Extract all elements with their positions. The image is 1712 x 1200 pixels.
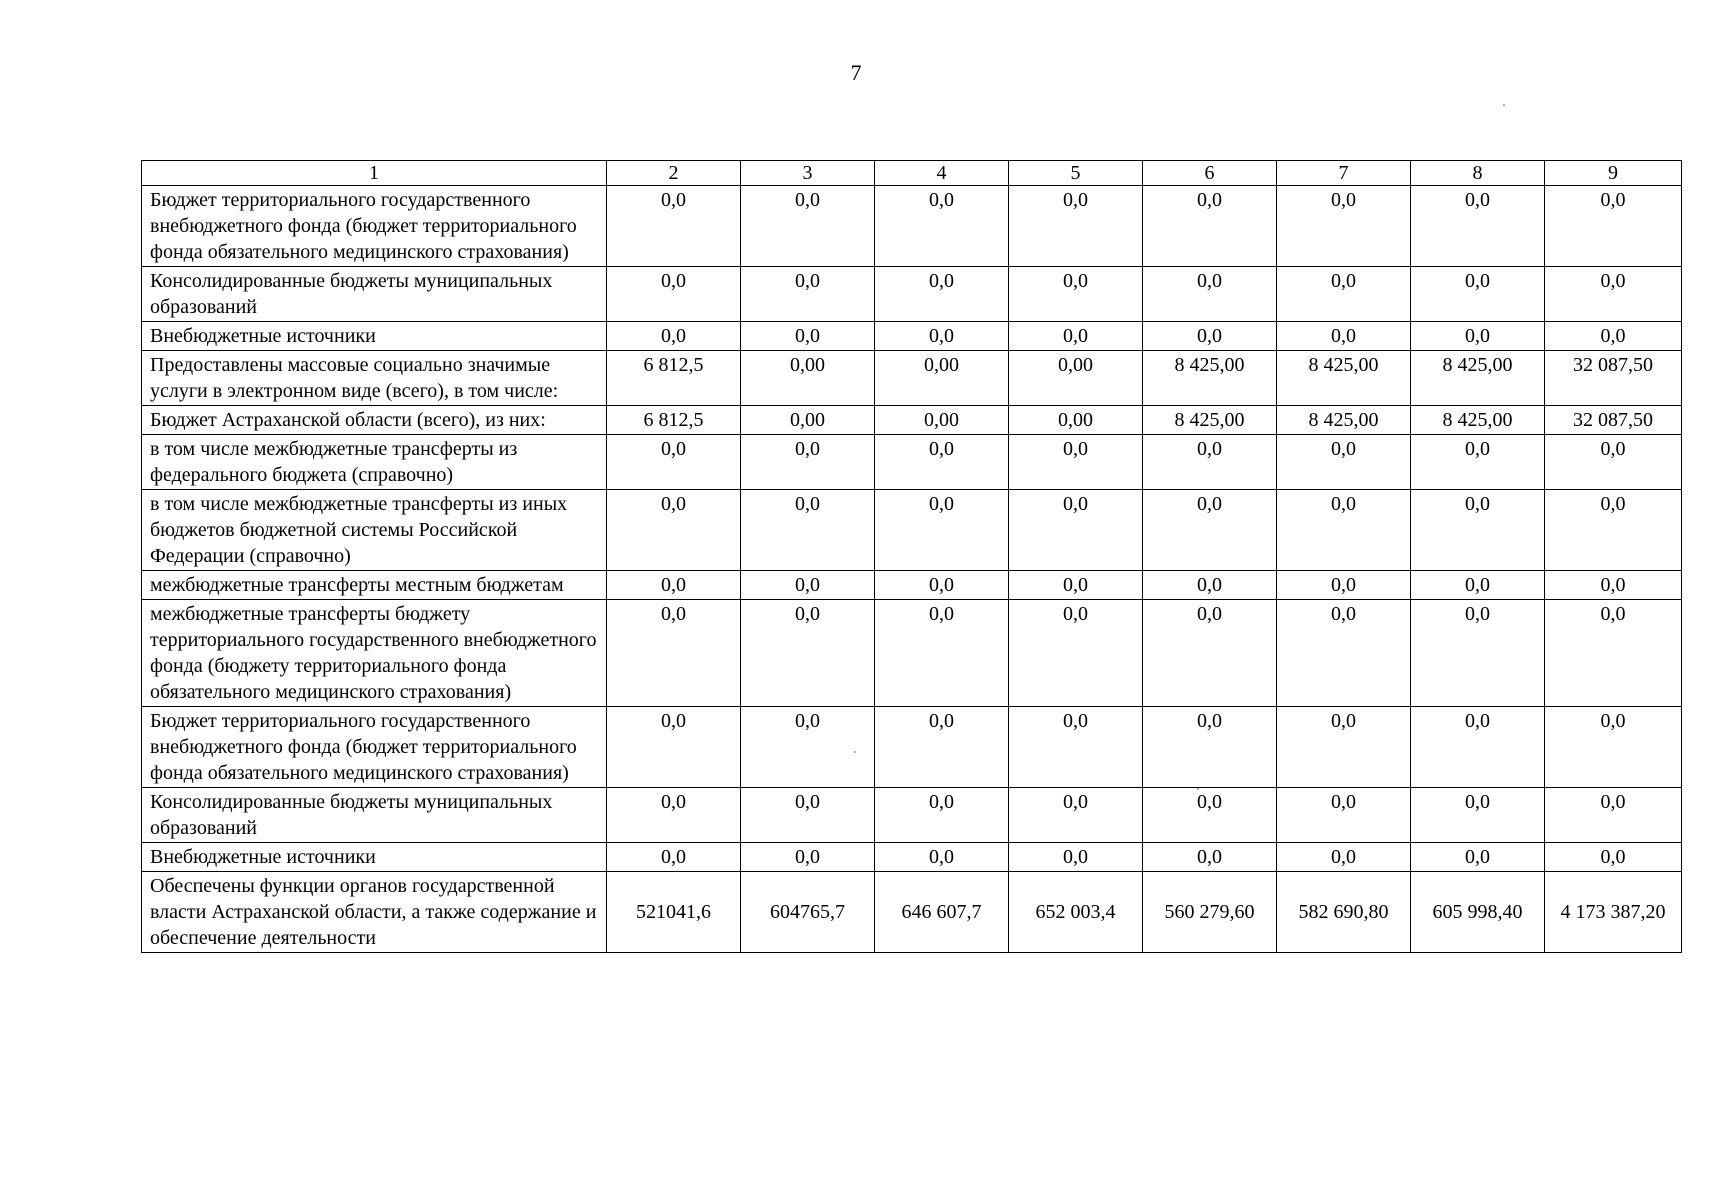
value-cell: 0,00 — [875, 351, 1009, 406]
row-label: Предоставлены массовые социально значимые услуги в электронном виде (всего), в том числе: — [142, 351, 607, 406]
value-cell: 0,0 — [1545, 788, 1682, 843]
value-cell: 0,0 — [875, 707, 1009, 788]
value-cell: 0,0 — [875, 788, 1009, 843]
column-number-4: 4 — [875, 161, 1009, 186]
value-cell: 0,0 — [1277, 571, 1411, 600]
value-cell: 0,0 — [1277, 600, 1411, 707]
column-number-7: 7 — [1277, 161, 1411, 186]
row-label: Бюджет территориального государственного внебюджетного фонда (бюджет территориального фонда обязательного медицинского страхования) — [142, 186, 607, 267]
value-cell: 0,0 — [1545, 186, 1682, 267]
value-cell: 0,0 — [1143, 490, 1277, 571]
value-cell: 0,0 — [741, 600, 875, 707]
column-number-2: 2 — [607, 161, 741, 186]
row-label: межбюджетные трансферты бюджету территориального государственного внебюджетного фонда (бюджету территориального фонда обязательного медицинского страхования) — [142, 600, 607, 707]
value-cell: 560 279,60 — [1143, 872, 1277, 953]
value-cell: 0,0 — [1009, 435, 1143, 490]
value-cell: 0,0 — [1545, 490, 1682, 571]
value-cell: 0,0 — [1411, 322, 1545, 351]
value-cell: 0,0 — [1277, 707, 1411, 788]
value-cell: 0,00 — [1009, 406, 1143, 435]
value-cell: 0,0 — [1143, 600, 1277, 707]
value-cell: 0,0 — [607, 843, 741, 872]
value-cell: 0,0 — [741, 788, 875, 843]
value-cell: 0,0 — [1009, 600, 1143, 707]
table-row — [142, 351, 1682, 406]
value-cell: 8 425,00 — [1411, 406, 1545, 435]
value-cell: 0,0 — [1411, 490, 1545, 571]
row-label: Консолидированные бюджеты муниципальных образований — [142, 267, 607, 322]
value-cell: 0,0 — [875, 490, 1009, 571]
column-number-6: 6 — [1143, 161, 1277, 186]
value-cell: 0,0 — [741, 186, 875, 267]
row-label: Внебюджетные источники — [142, 322, 607, 351]
value-cell: 0,00 — [741, 351, 875, 406]
value-cell: 0,0 — [1411, 267, 1545, 322]
value-cell: 4 173 387,20 — [1545, 872, 1682, 953]
value-cell: 652 003,4 — [1009, 872, 1143, 953]
value-cell: 0,0 — [1411, 435, 1545, 490]
value-cell: 0,0 — [1277, 788, 1411, 843]
page-number: 7 — [850, 60, 862, 85]
value-cell: 0,0 — [741, 490, 875, 571]
column-number-8: 8 — [1411, 161, 1545, 186]
value-cell: 646 607,7 — [875, 872, 1009, 953]
table-row — [142, 490, 1682, 571]
value-cell: 0,0 — [875, 322, 1009, 351]
value-cell: 32 087,50 — [1545, 406, 1682, 435]
value-cell: 0,0 — [875, 843, 1009, 872]
value-cell: 0,0 — [1411, 186, 1545, 267]
table-row — [142, 843, 1682, 872]
value-cell: 0,0 — [741, 435, 875, 490]
value-cell: 0,0 — [875, 571, 1009, 600]
value-cell: 0,0 — [1277, 435, 1411, 490]
value-cell: 0,0 — [1277, 490, 1411, 571]
scan-speck — [1503, 104, 1505, 106]
table-row — [142, 872, 1682, 953]
value-cell: 0,0 — [1545, 600, 1682, 707]
row-label: Бюджет территориального государственного внебюджетного фонда (бюджет территориального фонда обязательного медицинского страхования) — [142, 707, 607, 788]
value-cell: 0,0 — [607, 788, 741, 843]
value-cell: 0,0 — [1143, 435, 1277, 490]
value-cell: 0,0 — [607, 600, 741, 707]
value-cell: 0,0 — [741, 707, 875, 788]
value-cell: 0,0 — [1545, 571, 1682, 600]
table-body — [142, 186, 1682, 953]
value-cell: 0,0 — [1143, 571, 1277, 600]
value-cell: 0,0 — [1143, 322, 1277, 351]
value-cell: 0,00 — [1009, 351, 1143, 406]
value-cell: 0,0 — [1545, 267, 1682, 322]
value-cell: 0,0 — [875, 435, 1009, 490]
value-cell: 0,0 — [607, 267, 741, 322]
value-cell: 0,0 — [741, 322, 875, 351]
row-label: в том числе межбюджетные трансферты из иных бюджетов бюджетной системы Российской Федерации (справочно) — [142, 490, 607, 571]
value-cell: 6 812,5 — [607, 406, 741, 435]
row-label: межбюджетные трансферты местным бюджетам — [142, 571, 607, 600]
value-cell: 0,0 — [875, 600, 1009, 707]
row-label: Внебюджетные источники — [142, 843, 607, 872]
value-cell: 0,0 — [607, 322, 741, 351]
value-cell: 0,0 — [1411, 843, 1545, 872]
value-cell: 604765,7 — [741, 872, 875, 953]
table-row — [142, 267, 1682, 322]
table-row — [142, 435, 1682, 490]
table-row — [142, 406, 1682, 435]
value-cell: 582 690,80 — [1277, 872, 1411, 953]
value-cell: 0,0 — [1411, 788, 1545, 843]
value-cell: 0,0 — [1545, 707, 1682, 788]
value-cell: 0,00 — [875, 406, 1009, 435]
value-cell: 0,0 — [1009, 490, 1143, 571]
value-cell: 8 425,00 — [1143, 351, 1277, 406]
value-cell: 0,0 — [875, 267, 1009, 322]
value-cell: 0,0 — [1411, 707, 1545, 788]
table-row — [142, 707, 1682, 788]
value-cell: 0,0 — [1545, 435, 1682, 490]
column-number-row — [142, 161, 1682, 186]
value-cell: 0,0 — [1143, 267, 1277, 322]
value-cell: 605 998,40 — [1411, 872, 1545, 953]
column-number-5: 5 — [1009, 161, 1143, 186]
value-cell: 0,0 — [1545, 322, 1682, 351]
value-cell: 0,0 — [607, 707, 741, 788]
value-cell: 0,0 — [607, 435, 741, 490]
row-label: Консолидированные бюджеты муниципальных образований — [142, 788, 607, 843]
value-cell: 0,0 — [1009, 571, 1143, 600]
value-cell: 0,0 — [1277, 843, 1411, 872]
row-label: Бюджет Астраханской области (всего), из них: — [142, 406, 607, 435]
table-row — [142, 322, 1682, 351]
value-cell: 0,0 — [607, 186, 741, 267]
row-label: Обеспечены функции органов государственной власти Астраханской области, а также содержание и обеспечение деятельности — [142, 872, 607, 953]
value-cell: 0,0 — [1277, 267, 1411, 322]
value-cell: 8 425,00 — [1277, 351, 1411, 406]
value-cell: 0,0 — [1009, 267, 1143, 322]
value-cell: 0,0 — [607, 571, 741, 600]
value-cell: 0,0 — [1143, 843, 1277, 872]
value-cell: 32 087,50 — [1545, 351, 1682, 406]
value-cell: 521041,6 — [607, 872, 741, 953]
value-cell: 0,0 — [1277, 322, 1411, 351]
value-cell: 0,0 — [1009, 322, 1143, 351]
value-cell: 0,0 — [1143, 788, 1277, 843]
column-number-1: 1 — [142, 161, 607, 186]
budget-table — [141, 160, 1682, 953]
table-row — [142, 186, 1682, 267]
value-cell: 0,0 — [741, 571, 875, 600]
value-cell: 8 425,00 — [1143, 406, 1277, 435]
table-row — [142, 600, 1682, 707]
value-cell: 0,0 — [1411, 600, 1545, 707]
value-cell: 8 425,00 — [1277, 406, 1411, 435]
value-cell: 0,0 — [1545, 843, 1682, 872]
table-row — [142, 571, 1682, 600]
column-number-9: 9 — [1545, 161, 1682, 186]
value-cell: 0,00 — [741, 406, 875, 435]
value-cell: 8 425,00 — [1411, 351, 1545, 406]
value-cell: 0,0 — [875, 186, 1009, 267]
value-cell: 0,0 — [1009, 707, 1143, 788]
value-cell: 6 812,5 — [607, 351, 741, 406]
value-cell: 0,0 — [1143, 186, 1277, 267]
row-label: в том числе межбюджетные трансферты из федерального бюджета (справочно) — [142, 435, 607, 490]
value-cell: 0,0 — [1009, 788, 1143, 843]
value-cell: 0,0 — [1009, 843, 1143, 872]
column-number-3: 3 — [741, 161, 875, 186]
value-cell: 0,0 — [1143, 707, 1277, 788]
value-cell: 0,0 — [741, 843, 875, 872]
value-cell: 0,0 — [1277, 186, 1411, 267]
value-cell: 0,0 — [1411, 571, 1545, 600]
value-cell: 0,0 — [607, 490, 741, 571]
table-row — [142, 788, 1682, 843]
value-cell: 0,0 — [1009, 186, 1143, 267]
value-cell: 0,0 — [741, 267, 875, 322]
